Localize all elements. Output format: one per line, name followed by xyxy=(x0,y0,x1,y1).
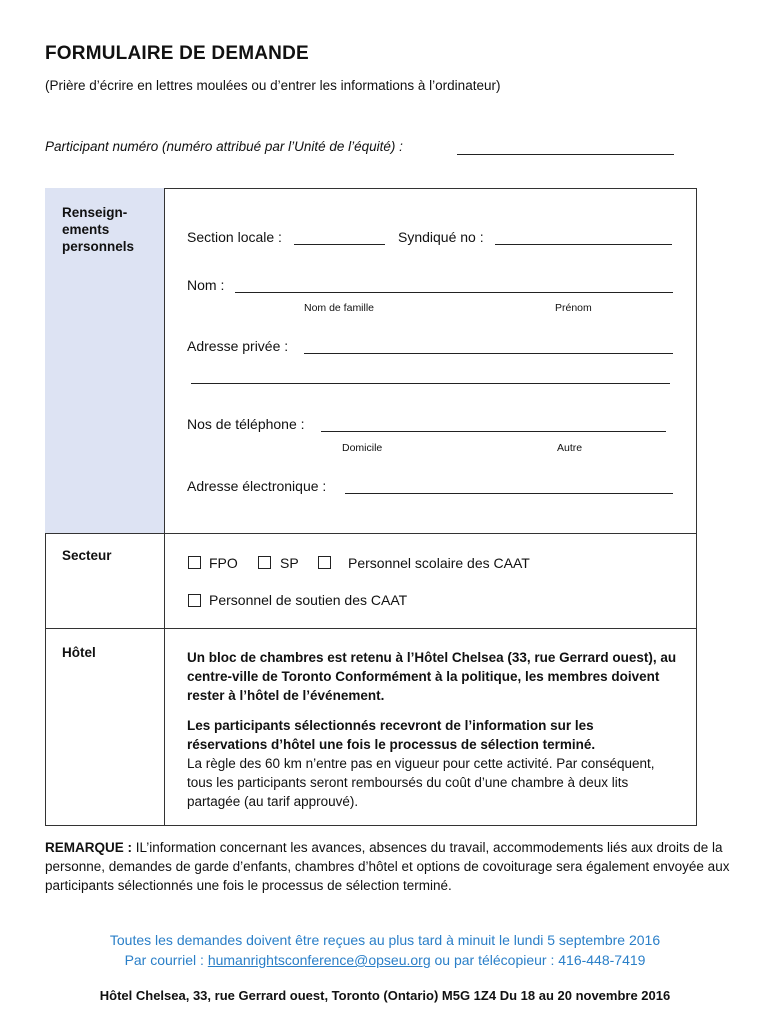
section-locale-field[interactable] xyxy=(294,244,385,245)
section-label-secteur: Secteur xyxy=(62,548,112,563)
telephone-label: Nos de téléphone : xyxy=(187,416,305,432)
hotel-paragraph-2-bold: Les participants sélectionnés recevront de l’information sur les réservations d’hôtel une fois le processus de sélection terminé. xyxy=(187,718,596,752)
courriel-suffix: ou par télécopieur : 416-448-7419 xyxy=(430,952,646,968)
syndique-label: Syndiqué no : xyxy=(398,229,484,245)
hotel-paragraph-1: Un bloc de chambres est retenu à l’Hôtel Chelsea (33, rue Gerrard ouest), au centre-ville de Toronto Conformément à la politique, les membres doivent rester à l’hôtel de l’événement. xyxy=(187,650,677,703)
prenom-caption: Prénom xyxy=(555,302,592,314)
nom-famille-caption: Nom de famille xyxy=(304,302,375,314)
checkbox-sp-label: SP xyxy=(280,555,299,571)
divider xyxy=(45,533,697,534)
adresse-field-line2[interactable] xyxy=(191,383,670,384)
courriel-prefix: Par courriel : xyxy=(124,952,208,968)
deadline-notice: Toutes les demandes doivent être reçues au plus tard à minuit le lundi 5 septembre 2016 xyxy=(109,932,661,948)
checkbox-caat-soutien-label: Personnel de soutien des CAAT xyxy=(209,592,408,608)
participant-number-field[interactable] xyxy=(457,154,674,155)
form-subtitle: (Prière d’écrire en lettres moulées ou d’entrer les informations à l’ordinateur) xyxy=(45,78,501,93)
domicile-caption: Domicile xyxy=(342,442,383,454)
remarque-note xyxy=(45,838,735,895)
submission-contact xyxy=(0,952,770,968)
adresse-label: Adresse privée : xyxy=(187,338,289,354)
lower-sidebar xyxy=(45,533,165,826)
checkbox-fpo[interactable] xyxy=(188,556,201,569)
email-field[interactable] xyxy=(345,493,673,494)
section-locale-label: Section locale : xyxy=(187,229,282,245)
participant-number-label: Participant numéro (numéro attribué par l’Unité de l’équité) : xyxy=(45,139,403,154)
section-label-hotel: Hôtel xyxy=(62,645,96,660)
remarque-text: IL’information concernant les avances, absences du travail, accommodements liés aux droits de la personne, demandes de garde d’enfants, chambres d’hôtel et options de covoiturage sera également envoyée aux participants sélectionnés une fois le processus de sélection terminé. xyxy=(45,840,730,893)
email-link[interactable]: humanrightsconference@opseu.org xyxy=(207,952,431,968)
checkbox-fpo-label: FPO xyxy=(209,555,238,571)
email-label: Adresse électronique : xyxy=(187,478,327,494)
nom-field[interactable] xyxy=(235,292,673,293)
checkbox-caat-scolaire-label: Personnel scolaire des CAAT xyxy=(348,555,530,571)
syndique-field[interactable] xyxy=(495,244,672,245)
venue-info: Hôtel Chelsea, 33, rue Gerrard ouest, Toronto (Ontario) M5G 1Z4 Du 18 au 20 novembre 2016 xyxy=(99,988,671,1003)
checkbox-caat-scolaire[interactable] xyxy=(318,556,331,569)
checkbox-sp[interactable] xyxy=(258,556,271,569)
checkbox-caat-soutien[interactable] xyxy=(188,594,201,607)
nom-label: Nom : xyxy=(187,277,225,293)
telephone-field[interactable] xyxy=(321,431,666,432)
adresse-field-line1[interactable] xyxy=(304,353,673,354)
section-label-personal: Renseign- ements personnels xyxy=(62,205,135,254)
hotel-paragraph-2 xyxy=(187,716,677,811)
autre-caption: Autre xyxy=(557,442,583,454)
divider xyxy=(45,628,697,629)
remarque-label: REMARQUE : xyxy=(45,840,132,855)
hotel-paragraph-2-normal: La règle des 60 km n’entre pas en vigueur pour cette activité. Par conséquent, tous les participants seront remboursés du coût d’une chambre à deux lits partagée (au tarif approuvé). xyxy=(187,756,655,809)
form-title: FORMULAIRE DE DEMANDE xyxy=(45,43,309,64)
